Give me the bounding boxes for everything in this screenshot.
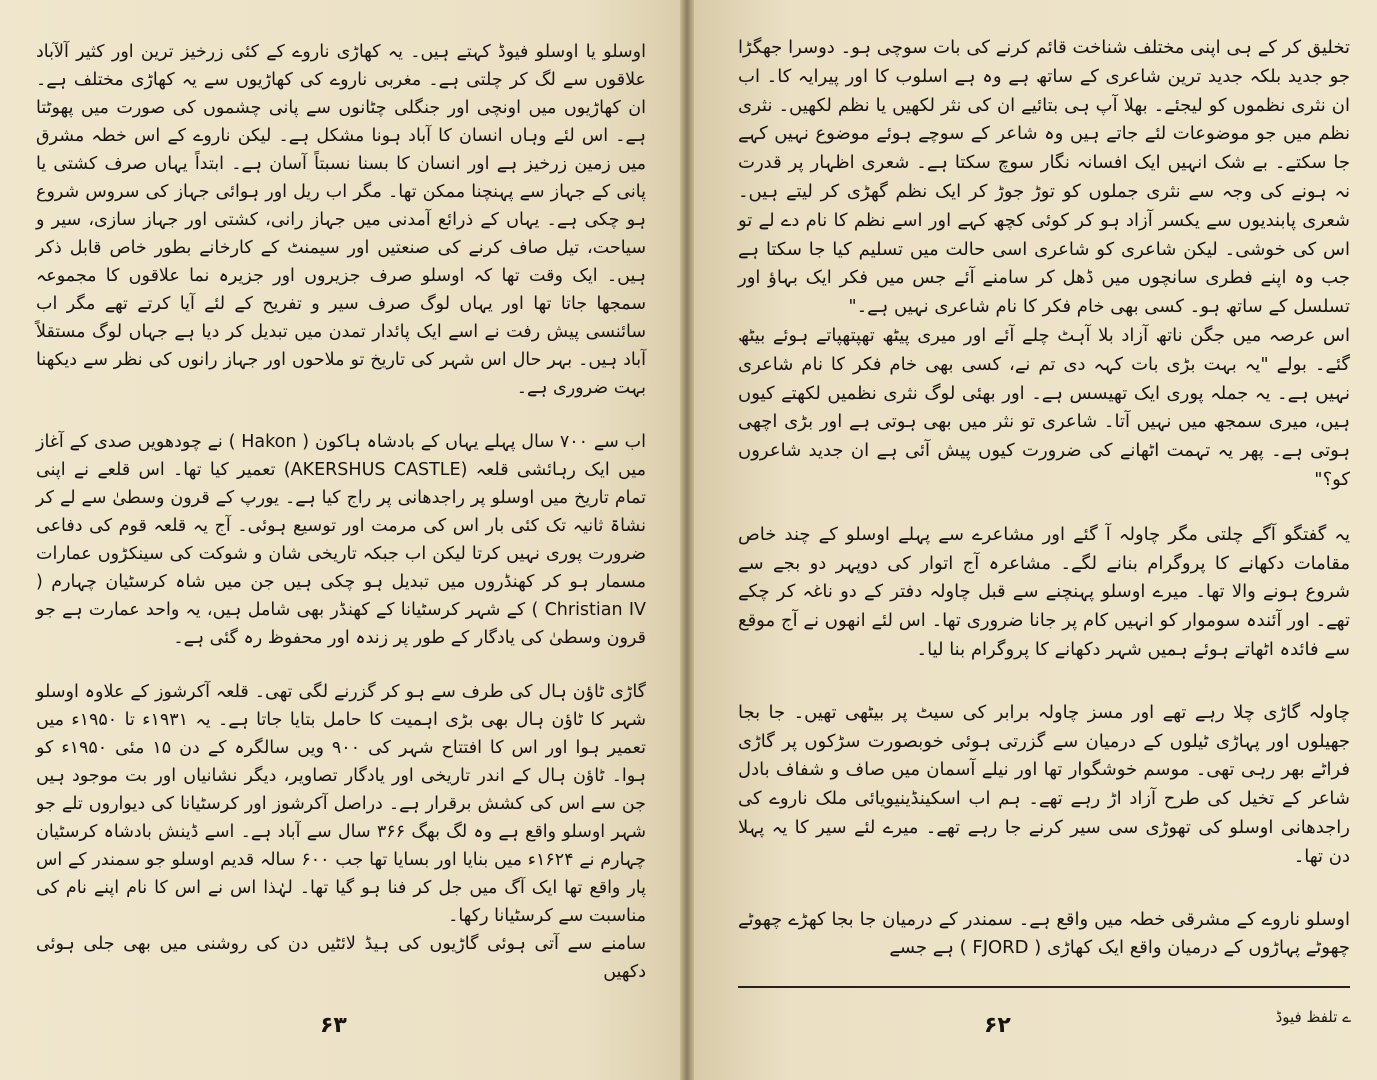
left-page (0, 0, 686, 1080)
paragraph: اس عرصہ میں جگن ناتھ آزاد بلا آہٹ چلے آئے اور میری پیٹھ تھپتھپاتے ہوئے بیٹھ گئے۔ بولے "یہ بہت بڑی بات کہہ دی تم نے، کسی بھی خام فکر کا نام شاعری نہیں ہے۔ یہ جملہ پوری ایک تھیسس ہے۔ اور بھئی لوگ نثری نظمیں لکھتے کیوں ہیں، میری سمجھ میں نہیں آتا۔ شاعری تو نثر میں بھی ہوتی ہے اور بڑی اچھی ہوتی ہے۔ پھر یہ تہمت اٹھانے کی ضرورت کیوں پیش آئی ہے ان جدید شاعروں کو؟" (738, 324, 1350, 490)
right-page (686, 0, 1377, 1080)
paragraph: اب سے ۷۰۰ سال پہلے یہاں کے بادشاہ ہاکون ( Hakon ) نے چودھویں صدی کے آغاز میں ایک رہائشی قلعہ (AKERSHUS CASTLE) تعمیر کیا تھا۔ اس قلعے نے اپنی تمام تاریخ میں اوسلو پر راجدھانی پر راج کیا ہے۔ یورپ کے قرون وسطیٰ سے لے کر نشاۃ ثانیہ تک کئی بار اس کی مرمت اور توسیع ہوئی۔ آج یہ قلعہ قوم کی دفاعی ضرورت پوری نہیں کرتا لیکن اب جبکہ تاریخی شان و شوکت کی سینکڑوں عمارات مسمار ہو کر کھنڈروں میں تبدیل ہو چکی ہیں جن میں شاہ کرسٹیان چہارم ( Christian IV ) کے شہر کرسٹیانا کے کھنڈر بھی شامل ہیں، یہ واحد عمارت ہے جو قرون وسطیٰ کی یادگار کے طور پر زندہ اور محفوظ رہ گئی ہے۔ (36, 432, 646, 648)
right-page-text (738, 34, 1350, 963)
paragraph: تخلیق کر کے ہی اپنی مختلف شناخت قائم کرنے کی بات سوچی ہو۔ دوسرا جھگڑا جو جدید بلکہ جدید ترین شاعری کے ساتھ ہے وہ ہے اسلوب کا اور پیرایہ کا۔ اب ان نثری نظموں کو لیجئے۔ بھلا آپ ہی بتائیے ان کی نثر لکھیں یا نظم لکھیں۔ نثری نظم میں جو موضوعات لئے جاتے ہیں وہ شاعر کے سوچے ہوئے موضوع نہیں کہے جا سکتے۔ بے شک انہیں ایک افسانہ نگار سوچ سکتا ہے۔ شعری اظہار پر قدرت نہ ہونے کی وجہ سے نثری جملوں کو توڑ جوڑ کر ایک نظم گھڑی کر لیتے ہیں۔ شعری پابندیوں سے یکسر آزاد ہو کر کوئی کچھ کہے اور اسے نظم کا نام دے لے تو اس کی خوشی۔ لیکن شاعری کو شاعری اسی حالت میں تسلیم کیا جا سکتا ہے جب وہ اپنے فطری سانچوں میں ڈھل کر سامنے آئے جس میں فکر ایک بہاؤ اور تسلسل کے ساتھ ہو۔ کسی بھی خام فکر کا نام شاعری نہیں ہے۔" (738, 37, 1350, 318)
page-number: ۶۲ (984, 1013, 1011, 1038)
paragraph: چاولہ گاڑی چلا رہے تھے اور مسز چاولہ برابر کی سیٹ پر بیٹھی تھیں۔ جا بجا جھیلوں اور پہاڑی ٹیلوں کے درمیان سے گزرتی ہوئی خوبصورت سڑکوں پر گاڑی فراٹے بھر رہی تھی۔ موسم خوشگوار تھا اور نیلے آسمان میں صاف و شفاف بادل شاعر کے تخیل کی طرح آزاد اڑ رہے تھے۔ ہم اب اسکینڈینیویائی ملک ناروے کی راجدھانی اوسلو کی تھوڑی سی سیر کرنے جا رہے تھے۔ میرے لئے سیر کا یہ پہلا دن تھا۔ (738, 701, 1350, 867)
book-gutter (680, 0, 694, 1080)
left-page-text (36, 38, 646, 986)
paragraph: سامنے سے آتی ہوئی گاڑیوں کی ہیڈ لائٹیں دن کی روشنی میں بھی جلی ہوئی دکھیں (36, 934, 646, 982)
paragraph: اوسلو ناروے کے مشرقی خطہ میں واقع ہے۔ سمندر کے درمیان جا بجا کھڑے چھوٹے چھوٹے پہاڑوں کے درمیان واقع ایک کھاڑی ( FJORD ) ہے جسے (738, 908, 1350, 959)
page-number: ۶۳ (320, 1013, 347, 1038)
paragraph: اوسلو یا اوسلو فیوڈ کہتے ہیں۔ یہ کھاڑی ناروے کے کئی زرخیز ترین اور کثیر آلآباد علاقوں سے لگ کر چلتی ہے۔ مغربی ناروے کی کھاڑیوں سے یہ کھاڑی مختلف ہے۔ ان کھاڑیوں میں اونچی اور جنگلی چٹانوں سے پانی چشموں کی صورت میں پھوٹتا ہے۔ اس لئے وہاں انسان کا آباد ہونا مشکل ہے۔ لیکن ناروے کے اس خطہ مشرق میں زمین زرخیز ہے اور انسان کا بسنا نسبتاً آسان ہے۔ ابتداً یہاں صرف کشتی یا پانی کے جہاز سے پہنچنا ممکن تھا۔ مگر اب ریل اور ہوائی جہاز کی سروس شروع ہو چکی ہے۔ یہاں کے ذرائع آمدنی میں جہاز رانی، کشتی اور جہاز سازی، سیر و سیاحت، تیل صاف کرنے کی صنعتیں اور سیمنٹ کے کارخانے بطور خاص قابل ذکر ہیں۔ ایک وقت تھا کہ اوسلو صرف جزیروں اور جزیرہ نما علاقوں کا مجموعہ سمجھا جاتا تھا اور یہاں لوگ صرف سیر و تفریح کے لئے آیا کرتے تھے مگر اب سائنسی پیش رفت نے اسے ایک پائدار تمدن میں تبدیل کر دیا ہے جہاں لوگ مستقلاً آباد ہیں۔ بہر حال اس شہر کی تاریخ تو ملاحوں اور جہاز رانوں کی نظر سے دیکھنا بہت ضروری ہے۔ (36, 42, 646, 398)
footnote-rule (738, 986, 1350, 988)
footnote: ے تلفظ فیوڈ (1275, 1008, 1351, 1026)
paragraph: یہ گفتگو آگے چلتی مگر چاولہ آ گئے اور مشاعرے سے پہلے اوسلو کے چند خاص مقامات دکھانے کا پروگرام بنانے لگے۔ مشاعرہ آج اتوار کی دوپہر دو بجے سے شروع ہونے والا تھا۔ میرے اوسلو پہنچنے سے قبل چاولہ دفتر کے دو ناغہ کر چکے تھے۔ اور آئندہ سوموار کو انہیں کام پر جانا ضروری تھا۔ اس لئے انھوں نے آج موقع سے فائدہ اٹھاتے ہوئے ہمیں شہر دکھانے کا پروگرام بنا لیا۔ (738, 523, 1350, 660)
paragraph: گاڑی ٹاؤن ہال کی طرف سے ہو کر گزرنے لگی تھی۔ قلعہ آکرشوز کے علاوہ اوسلو شہر کا ٹاؤن ہال بھی بڑی اہمیت کا حامل بتایا جاتا ہے۔ یہ ۱۹۳۱ء تا ۱۹۵۰ء میں تعمیر ہوا اور اس کا افتتاح شہر کی ۹۰۰ ویں سالگرہ کے دن ۱۵ مئی ۱۹۵۰ء کو ہوا۔ ٹاؤن ہال کے اندر تاریخی اور یادگار تصاویر، دیگر نشانیاں اور بت موجود ہیں جن سے اس کی کشش برقرار ہے۔ دراصل آکرشوز اور کرسٹیانا کی دیواروں تلے جو شہر اوسلو واقع ہے وہ لگ بھگ ۳۶۶ سال سے آباد ہے۔ اسے ڈینش بادشاہ کرسٹیان چہارم نے ۱۶۲۴ء میں بنایا اور بسایا تھا جب ۶۰۰ سالہ قدیم اوسلو جو سمندر کے اس پار واقع تھا ایک آگ میں جل کر فنا ہو گیا تھا۔ لہٰذا اس نے اس کا نام اپنے نام کی مناسبت سے کرسٹیانا رکھا۔ (36, 682, 646, 926)
